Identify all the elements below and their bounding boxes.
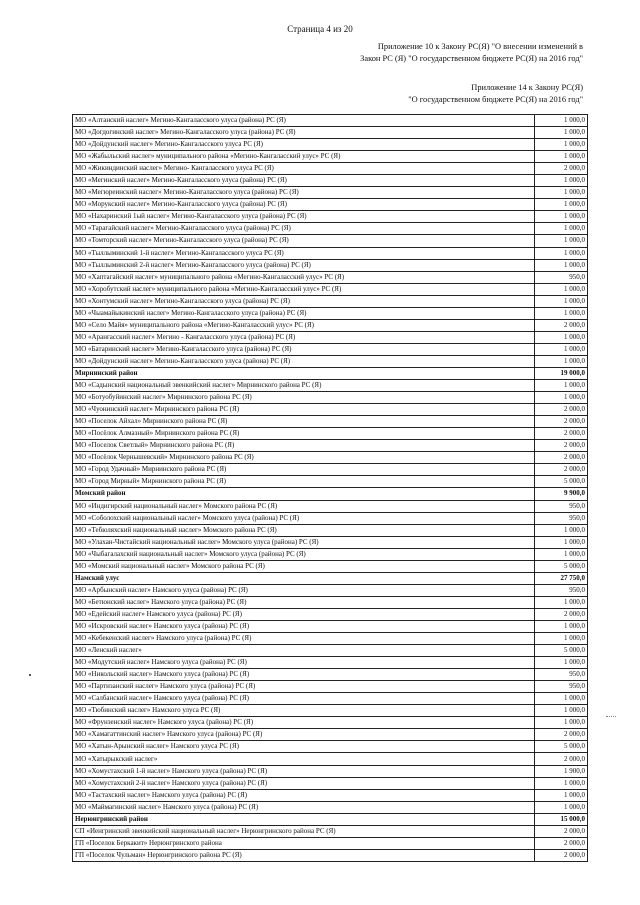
municipality-name: МО «Поселок Светлый» Мирнинского района РС (Я): [73, 440, 535, 452]
municipality-name: МО «Фрунзенский наслег» Намского улуса (района) РС (Я): [73, 717, 535, 729]
municipality-name: МО «Томторский наслег» Мегино-Кангаласского улуса (района) РС (Я): [73, 235, 535, 247]
municipality-name: МО «Партизанский наслег» Намского улуса (района) РС (Я): [73, 681, 535, 693]
district-total: 15 000,0: [535, 813, 588, 825]
table-row: [73, 404, 588, 416]
allocation-amount: 2 000,0: [535, 729, 588, 741]
allocation-amount: 2 000,0: [535, 440, 588, 452]
table-row: [73, 139, 588, 151]
municipality-name: МО «Искровский наслег» Намского улуса (района) РС (Я): [73, 620, 535, 632]
municipality-name: МО «Чыбагалахский национальный наслег» Момского улуса (района) РС (Я): [73, 548, 535, 560]
table-row: [73, 440, 588, 452]
table-row: [73, 211, 588, 223]
district-name: Намский улус: [73, 572, 535, 584]
municipality-name: МО «Дойдунский наслег» Мегино-Кангаласского улуса РС (Я): [73, 139, 535, 151]
allocation-amount: 2 000,0: [535, 464, 588, 476]
page-number: Страница 4 из 20: [287, 24, 353, 34]
allocation-amount: 1 000,0: [535, 355, 588, 367]
allocation-amount: 950,0: [535, 512, 588, 524]
table-row: [73, 596, 588, 608]
allocation-amount: 2 000,0: [535, 319, 588, 331]
table-row: [73, 247, 588, 259]
municipality-name: МО «Дойдунский наслег» Мегино-Кангаласского улуса (района) РС (Я): [73, 355, 535, 367]
allocation-amount: 1 000,0: [535, 343, 588, 355]
municipality-name: МО «Кебекенский наслег» Намского улуса (района) РС (Я): [73, 633, 535, 645]
table-row: [73, 681, 588, 693]
allocation-amount: 2 000,0: [535, 825, 588, 837]
budget-allocation-table: [72, 114, 588, 862]
table-row: [73, 416, 588, 428]
table-row: [73, 343, 588, 355]
table-row: [73, 729, 588, 741]
municipality-name: МО «Тыллыминский 1-й наслег» Мегино-Кангаласского улуса РС (Я): [73, 247, 535, 259]
allocation-amount: 1 000,0: [535, 307, 588, 319]
municipality-name: МО «Чуонинский наслег» Мирнинского района РС (Я): [73, 404, 535, 416]
table-row: [73, 560, 588, 572]
municipality-name: МО «Улахан-Чистайский национальный наслег» Момского улуса (района) РС (Я): [73, 536, 535, 548]
municipality-name: МО «Тастахский наслег» Намского улуса (района) РС (Я): [73, 789, 535, 801]
scan-speck: [606, 716, 616, 718]
municipality-name: МО «Батаринский наслег» Мегино-Кангаласского улуса (района) РС (Я): [73, 343, 535, 355]
allocation-amount: 1 000,0: [535, 175, 588, 187]
municipality-name: МО «Нахаринский 1ый наслег» Мегино-Кангаласского улуса (района) РС (Я): [73, 211, 535, 223]
municipality-name: МО «Мегинский наслег» Мегино-Кангаласского улуса (района) РС (Я): [73, 175, 535, 187]
allocation-amount: 1 000,0: [535, 789, 588, 801]
table-row: [73, 500, 588, 512]
table-row: [73, 669, 588, 681]
table-row: [73, 295, 588, 307]
municipality-name: СП «Иенгринский эвенкийский национальный наслег» Нерюнгринского района РС (Я): [73, 825, 535, 837]
table-row: [73, 127, 588, 139]
allocation-amount: 1 000,0: [535, 295, 588, 307]
allocation-amount: 2 000,0: [535, 837, 588, 849]
table-row: [73, 705, 588, 717]
municipality-name: МО «Город Удачный» Мирнинского района РС (Я): [73, 464, 535, 476]
annex-10-line-1: Приложение 10 к Закону РС(Я) "О внесении изменений в: [377, 42, 583, 51]
annex-14-header: [408, 82, 583, 105]
allocation-amount: 2 000,0: [535, 163, 588, 175]
allocation-amount: 2 000,0: [535, 753, 588, 765]
table-row: [73, 620, 588, 632]
annex-14-line-2: "О государственном бюджете РС(Я) на 2016 год": [408, 94, 583, 104]
allocation-amount: 1 000,0: [535, 211, 588, 223]
table-row: [73, 319, 588, 331]
table-row: [73, 825, 588, 837]
table-row: [73, 235, 588, 247]
allocation-amount: 2 000,0: [535, 404, 588, 416]
table-row: [73, 392, 588, 404]
table-row: [73, 271, 588, 283]
table-row: [73, 753, 588, 765]
municipality-name: МО «Тебюляхский национальный наслег» Момского района РС (Я): [73, 524, 535, 536]
allocation-amount: 1 000,0: [535, 283, 588, 295]
municipality-name: МО «Посёлок Чернышевский» Мирнинского района РС (Я): [73, 452, 535, 464]
annex-10-header: [360, 41, 583, 64]
allocation-amount: 5 000,0: [535, 741, 588, 753]
table-row: [73, 163, 588, 175]
allocation-amount: 5 000,0: [535, 560, 588, 572]
allocation-amount: 1 000,0: [535, 657, 588, 669]
table-row: [73, 151, 588, 163]
municipality-name: МО «Жикиндинский наслег» Мегино- Кангаласского улуса РС (Я): [73, 163, 535, 175]
municipality-name: МО «Село Майя» муниципального района «Мегино-Кангаласский улус» РС (Я): [73, 319, 535, 331]
table-row: [73, 801, 588, 813]
allocation-amount: 1 000,0: [535, 548, 588, 560]
district-total: 19 000,0: [535, 367, 588, 379]
table-row: [73, 187, 588, 199]
scan-speck: [29, 674, 31, 676]
table-row: [73, 765, 588, 777]
allocation-amount: 1 000,0: [535, 127, 588, 139]
municipality-name: МО «Хаптагайский наслег» муниципального района «Мегино-Кангаласский улус» РС (Я): [73, 271, 535, 283]
municipality-name: МО «Соболохский национальный наслег» Момского улуса (района) РС (Я): [73, 512, 535, 524]
district-total: 27 750,0: [535, 572, 588, 584]
municipality-name: МО «Ботуобуйинский наслег» Мирнинского района РС (Я): [73, 392, 535, 404]
table-row: [73, 536, 588, 548]
municipality-name: МО «Арангасский наслег» Мегино - Кангаласского улуса (района) РС (Я): [73, 331, 535, 343]
allocation-amount: 950,0: [535, 584, 588, 596]
municipality-name: МО «Посёлок Алмазный» Мирнинского района РС (Я): [73, 428, 535, 440]
allocation-amount: 1 000,0: [535, 380, 588, 392]
municipality-name: МО «Тарагайский наслег» Мегино-Кангаласского улуса (района) РС (Я): [73, 223, 535, 235]
district-total: 9 900,0: [535, 488, 588, 500]
municipality-name: МО «Садынский национальный эвенкийский наслег» Мирнинского района РС (Я): [73, 380, 535, 392]
allocation-amount: 1 000,0: [535, 717, 588, 729]
table-row: [73, 331, 588, 343]
table-row: [73, 380, 588, 392]
table-row: [73, 633, 588, 645]
table-row: [73, 524, 588, 536]
municipality-name: МО «Хамагаттинский наслег» Намского улуса (района) РС (Я): [73, 729, 535, 741]
table-row: [73, 717, 588, 729]
municipality-name: МО «Хонтумский наслег» Мегино-Кангаласского улуса (района) РС (Я): [73, 295, 535, 307]
municipality-name: МО «Тыллыминский 2-й наслег» Мегино-Кангаласского улуса (района) РС (Я): [73, 259, 535, 271]
table-row: [73, 548, 588, 560]
municipality-name: МО «Салбанский наслег» Намского улуса (района) РС (Я): [73, 693, 535, 705]
municipality-name: МО «Маймагинский наслег» Намского улуса (района) РС (Я): [73, 801, 535, 813]
allocation-amount: 1 000,0: [535, 235, 588, 247]
table-row: [73, 693, 588, 705]
table-row: [73, 837, 588, 849]
allocation-amount: 1 000,0: [535, 620, 588, 632]
allocation-amount: 1 000,0: [535, 139, 588, 151]
allocation-amount: 5 000,0: [535, 645, 588, 657]
allocation-amount: 1 000,0: [535, 187, 588, 199]
allocation-amount: 1 000,0: [535, 247, 588, 259]
allocation-amount: 2 000,0: [535, 608, 588, 620]
allocation-amount: 1 000,0: [535, 633, 588, 645]
allocation-amount: 1 000,0: [535, 115, 588, 127]
municipality-name: ГП «Поселок Беркакит» Нерюнгринского района: [73, 837, 535, 849]
table-row: [73, 115, 588, 127]
municipality-name: ГП «Поселок Чульман» Нерюнгринского района РС (Я): [73, 849, 535, 861]
table-body: [73, 115, 588, 862]
municipality-name: МО «Индигирский национальный наслег» Момского района РС (Я): [73, 500, 535, 512]
allocation-amount: 1 000,0: [535, 392, 588, 404]
table-row: [73, 657, 588, 669]
allocation-amount: 2 000,0: [535, 428, 588, 440]
section-row: [73, 572, 588, 584]
table-row: [73, 741, 588, 753]
allocation-amount: 2 000,0: [535, 849, 588, 861]
district-name: Момский район: [73, 488, 535, 500]
municipality-name: МО «Момский национальный наслег» Момского района РС (Я): [73, 560, 535, 572]
municipality-name: МО «Бетюнский наслег» Намского улуса (района) РС (Я): [73, 596, 535, 608]
allocation-amount: 950,0: [535, 681, 588, 693]
municipality-name: МО «Едейский наслег» Намского улуса (района) РС (Я): [73, 608, 535, 620]
allocation-amount: 5 000,0: [535, 476, 588, 488]
municipality-name: МО «Жабыльский наслег» муниципального района «Мегино-Кангаласский улус» РС (Я): [73, 151, 535, 163]
municipality-name: МО «Хатырыкский наслег»: [73, 753, 535, 765]
allocation-amount: 950,0: [535, 500, 588, 512]
municipality-name: МО «Хомустахский 2-й наслег» Намского улуса (района) РС (Я): [73, 777, 535, 789]
allocation-amount: 1 900,0: [535, 765, 588, 777]
municipality-name: МО «Мегюреинский наслег» Мегино-Кангаласского улуса (района) РС (Я): [73, 187, 535, 199]
allocation-amount: 1 000,0: [535, 259, 588, 271]
table-row: [73, 452, 588, 464]
table-row: [73, 608, 588, 620]
municipality-name: МО «Чыамайыкинский наслег» Мегино-Кангаласского улуса (района) РС (Я): [73, 307, 535, 319]
allocation-amount: 1 000,0: [535, 693, 588, 705]
table-row: [73, 175, 588, 187]
section-row: [73, 488, 588, 500]
allocation-amount: 2 000,0: [535, 452, 588, 464]
table-row: [73, 645, 588, 657]
municipality-name: МО «Догдогинский наслег» Мегино-Кангаласского улуса (района) РС (Я): [73, 127, 535, 139]
table-row: [73, 584, 588, 596]
table-row: [73, 777, 588, 789]
municipality-name: МО «Арбынский наслег» Намского улуса (района) РС (Я): [73, 584, 535, 596]
municipality-name: МО «Город Мирный» Мирнинского района РС (Я): [73, 476, 535, 488]
municipality-name: МО «Модутский наслег» Намского улуса (района) РС (Я): [73, 657, 535, 669]
table-row: [73, 259, 588, 271]
allocation-amount: 1 000,0: [535, 223, 588, 235]
municipality-name: МО «Хомустахский 1-й наслег» Намского улуса (района) РС (Я): [73, 765, 535, 777]
municipality-name: МО «Поселок Айхал» Мирнинского района РС (Я): [73, 416, 535, 428]
table-row: [73, 849, 588, 861]
section-row: [73, 813, 588, 825]
table-row: [73, 464, 588, 476]
allocation-amount: 1 000,0: [535, 524, 588, 536]
allocation-amount: 950,0: [535, 271, 588, 283]
municipality-name: МО «Тюбинский наслег» Намского улуса РС (Я): [73, 705, 535, 717]
annex-14-line-1: Приложение 14 к Закону РС(Я): [471, 83, 583, 92]
table-row: [73, 199, 588, 211]
table-row: [73, 476, 588, 488]
allocation-amount: 1 000,0: [535, 331, 588, 343]
municipality-name: МО «Ленский наслег»: [73, 645, 535, 657]
municipality-name: МО «Морукский наслег» Мегино-Кангаласского улуса (района) РС (Я): [73, 199, 535, 211]
table-row: [73, 307, 588, 319]
annex-10-line-2: Закон РС (Я) "О государственном бюджете РС(Я) на 2016 год": [360, 53, 583, 63]
allocation-amount: 2 000,0: [535, 416, 588, 428]
district-name: Нерюнгринский район: [73, 813, 535, 825]
allocation-amount: 1 000,0: [535, 596, 588, 608]
municipality-name: МО «Алтанский наслег» Мегино-Кангаласского улуса (района) РС (Я): [73, 115, 535, 127]
allocation-amount: 1 000,0: [535, 705, 588, 717]
table-row: [73, 355, 588, 367]
allocation-amount: 1 000,0: [535, 801, 588, 813]
district-name: Мирнинский район: [73, 367, 535, 379]
section-row: [73, 367, 588, 379]
municipality-name: МО «Хатын-Арынский наслег» Намского улуса РС (Я): [73, 741, 535, 753]
municipality-name: МО «Хоробутский наслег» муниципального района «Мегино-Кангаласский улус» РС (Я): [73, 283, 535, 295]
table-row: [73, 283, 588, 295]
allocation-amount: 950,0: [535, 669, 588, 681]
table-row: [73, 789, 588, 801]
table-row: [73, 512, 588, 524]
allocation-amount: 1 000,0: [535, 536, 588, 548]
table-row: [73, 223, 588, 235]
municipality-name: МО «Никольский наслег» Намского улуса (района) РС (Я): [73, 669, 535, 681]
allocation-amount: 1 000,0: [535, 777, 588, 789]
table-row: [73, 428, 588, 440]
allocation-amount: 1 000,0: [535, 199, 588, 211]
allocation-amount: 1 000,0: [535, 151, 588, 163]
